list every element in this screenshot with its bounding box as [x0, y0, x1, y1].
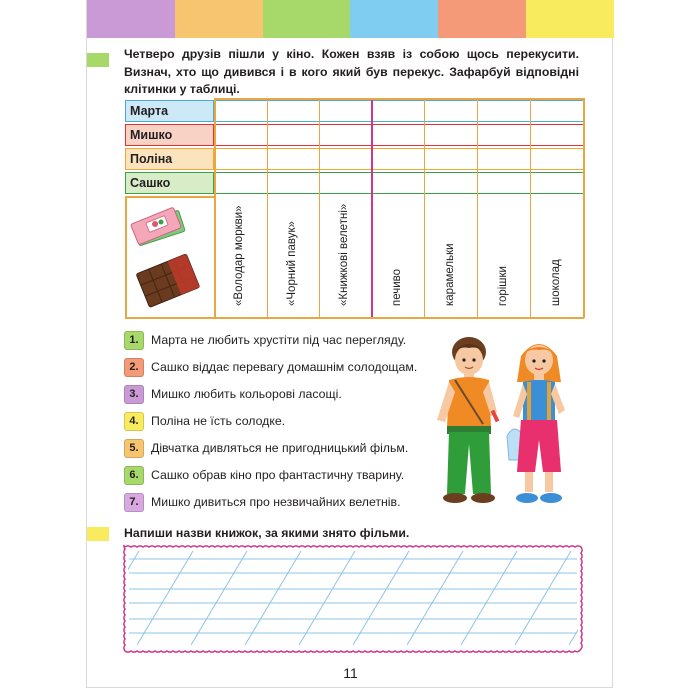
grid-cell[interactable]	[425, 172, 477, 194]
page-number: 11	[343, 665, 358, 681]
row-label-marta: Марта	[125, 100, 214, 122]
clue-item	[124, 330, 406, 350]
writing-lines	[123, 551, 583, 645]
task2-instruction: Напиши назви книжок, за якими знято фільми.	[124, 526, 410, 540]
grid-cell[interactable]	[320, 124, 371, 146]
clue-text: Поліна не їсть солодке.	[151, 414, 286, 428]
grid-cell[interactable]	[372, 172, 424, 194]
row-label-myshko: Мишко	[125, 124, 214, 146]
clue-text: Марта не любить хрустіти під час перегляду.	[151, 333, 407, 347]
clue-item	[124, 384, 342, 404]
clue-text: Мишко дивиться про незвичайних велетнів.	[151, 495, 401, 509]
grid-cell[interactable]	[425, 124, 477, 146]
row-label-sashko: Сашко	[125, 172, 214, 194]
grid-cell[interactable]	[478, 124, 530, 146]
grid-line	[319, 98, 320, 318]
grid-cell[interactable]	[531, 100, 583, 122]
clue-number-badge: 3.	[124, 385, 144, 404]
grid-cell[interactable]	[372, 124, 424, 146]
clue-number-badge: 7.	[124, 493, 144, 512]
grid-cell[interactable]	[425, 100, 477, 122]
grid-cell[interactable]	[215, 172, 267, 194]
grid-cell[interactable]	[268, 100, 319, 122]
grid-cell[interactable]	[478, 172, 530, 194]
clue-number-badge: 4.	[124, 412, 144, 431]
grid-cell[interactable]	[268, 124, 319, 146]
column-label-snack-4: шоколад	[550, 259, 562, 306]
column-label-snack-3: горішки	[497, 266, 509, 306]
clue-item	[124, 357, 417, 377]
clue-item	[124, 465, 404, 485]
column-label-movie-3: «Книжкові велетні»	[338, 203, 350, 306]
grid-cell[interactable]	[372, 148, 424, 170]
grid-cell[interactable]	[531, 124, 583, 146]
workbook-page	[86, 0, 613, 688]
grid-line	[214, 98, 216, 318]
column-label-snack-1: печиво	[391, 268, 403, 306]
grid-line	[583, 98, 585, 318]
grid-cell[interactable]	[215, 124, 267, 146]
grid-line	[477, 98, 478, 318]
column-label-movie-2: «Чорний павук»	[286, 221, 298, 306]
grid-line	[125, 196, 127, 318]
snacks-illustration	[129, 205, 211, 313]
row-label-polina: Поліна	[125, 148, 214, 170]
girl-icon	[507, 344, 565, 503]
grid-cell[interactable]	[268, 148, 319, 170]
column-label-movie-1: «Володар моркви»	[233, 205, 245, 306]
grid-cell[interactable]	[320, 172, 371, 194]
clue-item	[124, 411, 285, 431]
clue-item	[124, 438, 408, 458]
clue-number-badge: 1.	[124, 331, 144, 350]
clue-number-badge: 5.	[124, 439, 144, 458]
movies-snacks-separator	[371, 98, 373, 318]
grid-cell[interactable]	[320, 148, 371, 170]
grid-cell[interactable]	[372, 100, 424, 122]
grid-cell[interactable]	[215, 100, 267, 122]
grid-cell[interactable]	[478, 100, 530, 122]
chocolate-bar-icon	[136, 254, 200, 308]
clue-number-badge: 2.	[124, 358, 144, 377]
boy-icon	[437, 337, 499, 503]
grid-line	[424, 98, 425, 318]
grid-line	[530, 98, 531, 318]
clue-item	[124, 492, 401, 512]
task2-marker	[87, 527, 109, 541]
writing-area[interactable]	[123, 545, 583, 653]
wavy-border	[124, 545, 582, 652]
grid-line	[214, 98, 584, 100]
grid-cell[interactable]	[425, 148, 477, 170]
grid-cell[interactable]	[320, 100, 371, 122]
grid-cell[interactable]	[215, 148, 267, 170]
grid-cell[interactable]	[531, 148, 583, 170]
clue-text: Сашко віддає перевагу домашнім солодощам.	[151, 360, 418, 374]
column-label-snack-2: карамельки	[444, 243, 456, 306]
grid-cell[interactable]	[268, 172, 319, 194]
grid-cell[interactable]	[478, 148, 530, 170]
grid-cell[interactable]	[531, 172, 583, 194]
grid-line	[125, 317, 584, 319]
kids-illustration	[425, 332, 585, 514]
task1-instruction: Четверо друзів пішли у кіно. Кожен взяв із собою щось перекусити. Визнач, хто що дивився і в кого який був перекус. Зафарбуй відповідні клітинки у таблиці.	[124, 47, 579, 96]
clue-text: Сашко обрав кіно про фантастичну тварину.	[151, 468, 405, 482]
candy-wrappers-icon	[131, 207, 186, 246]
grid-line	[125, 196, 214, 198]
clue-text: Дівчатка дивляться не пригодницький фільм.	[151, 441, 409, 455]
grid-line	[267, 98, 268, 318]
clue-text: Мишко любить кольорові ласощі.	[151, 387, 342, 401]
clue-number-badge: 6.	[124, 466, 144, 485]
logic-grid	[87, 0, 614, 330]
